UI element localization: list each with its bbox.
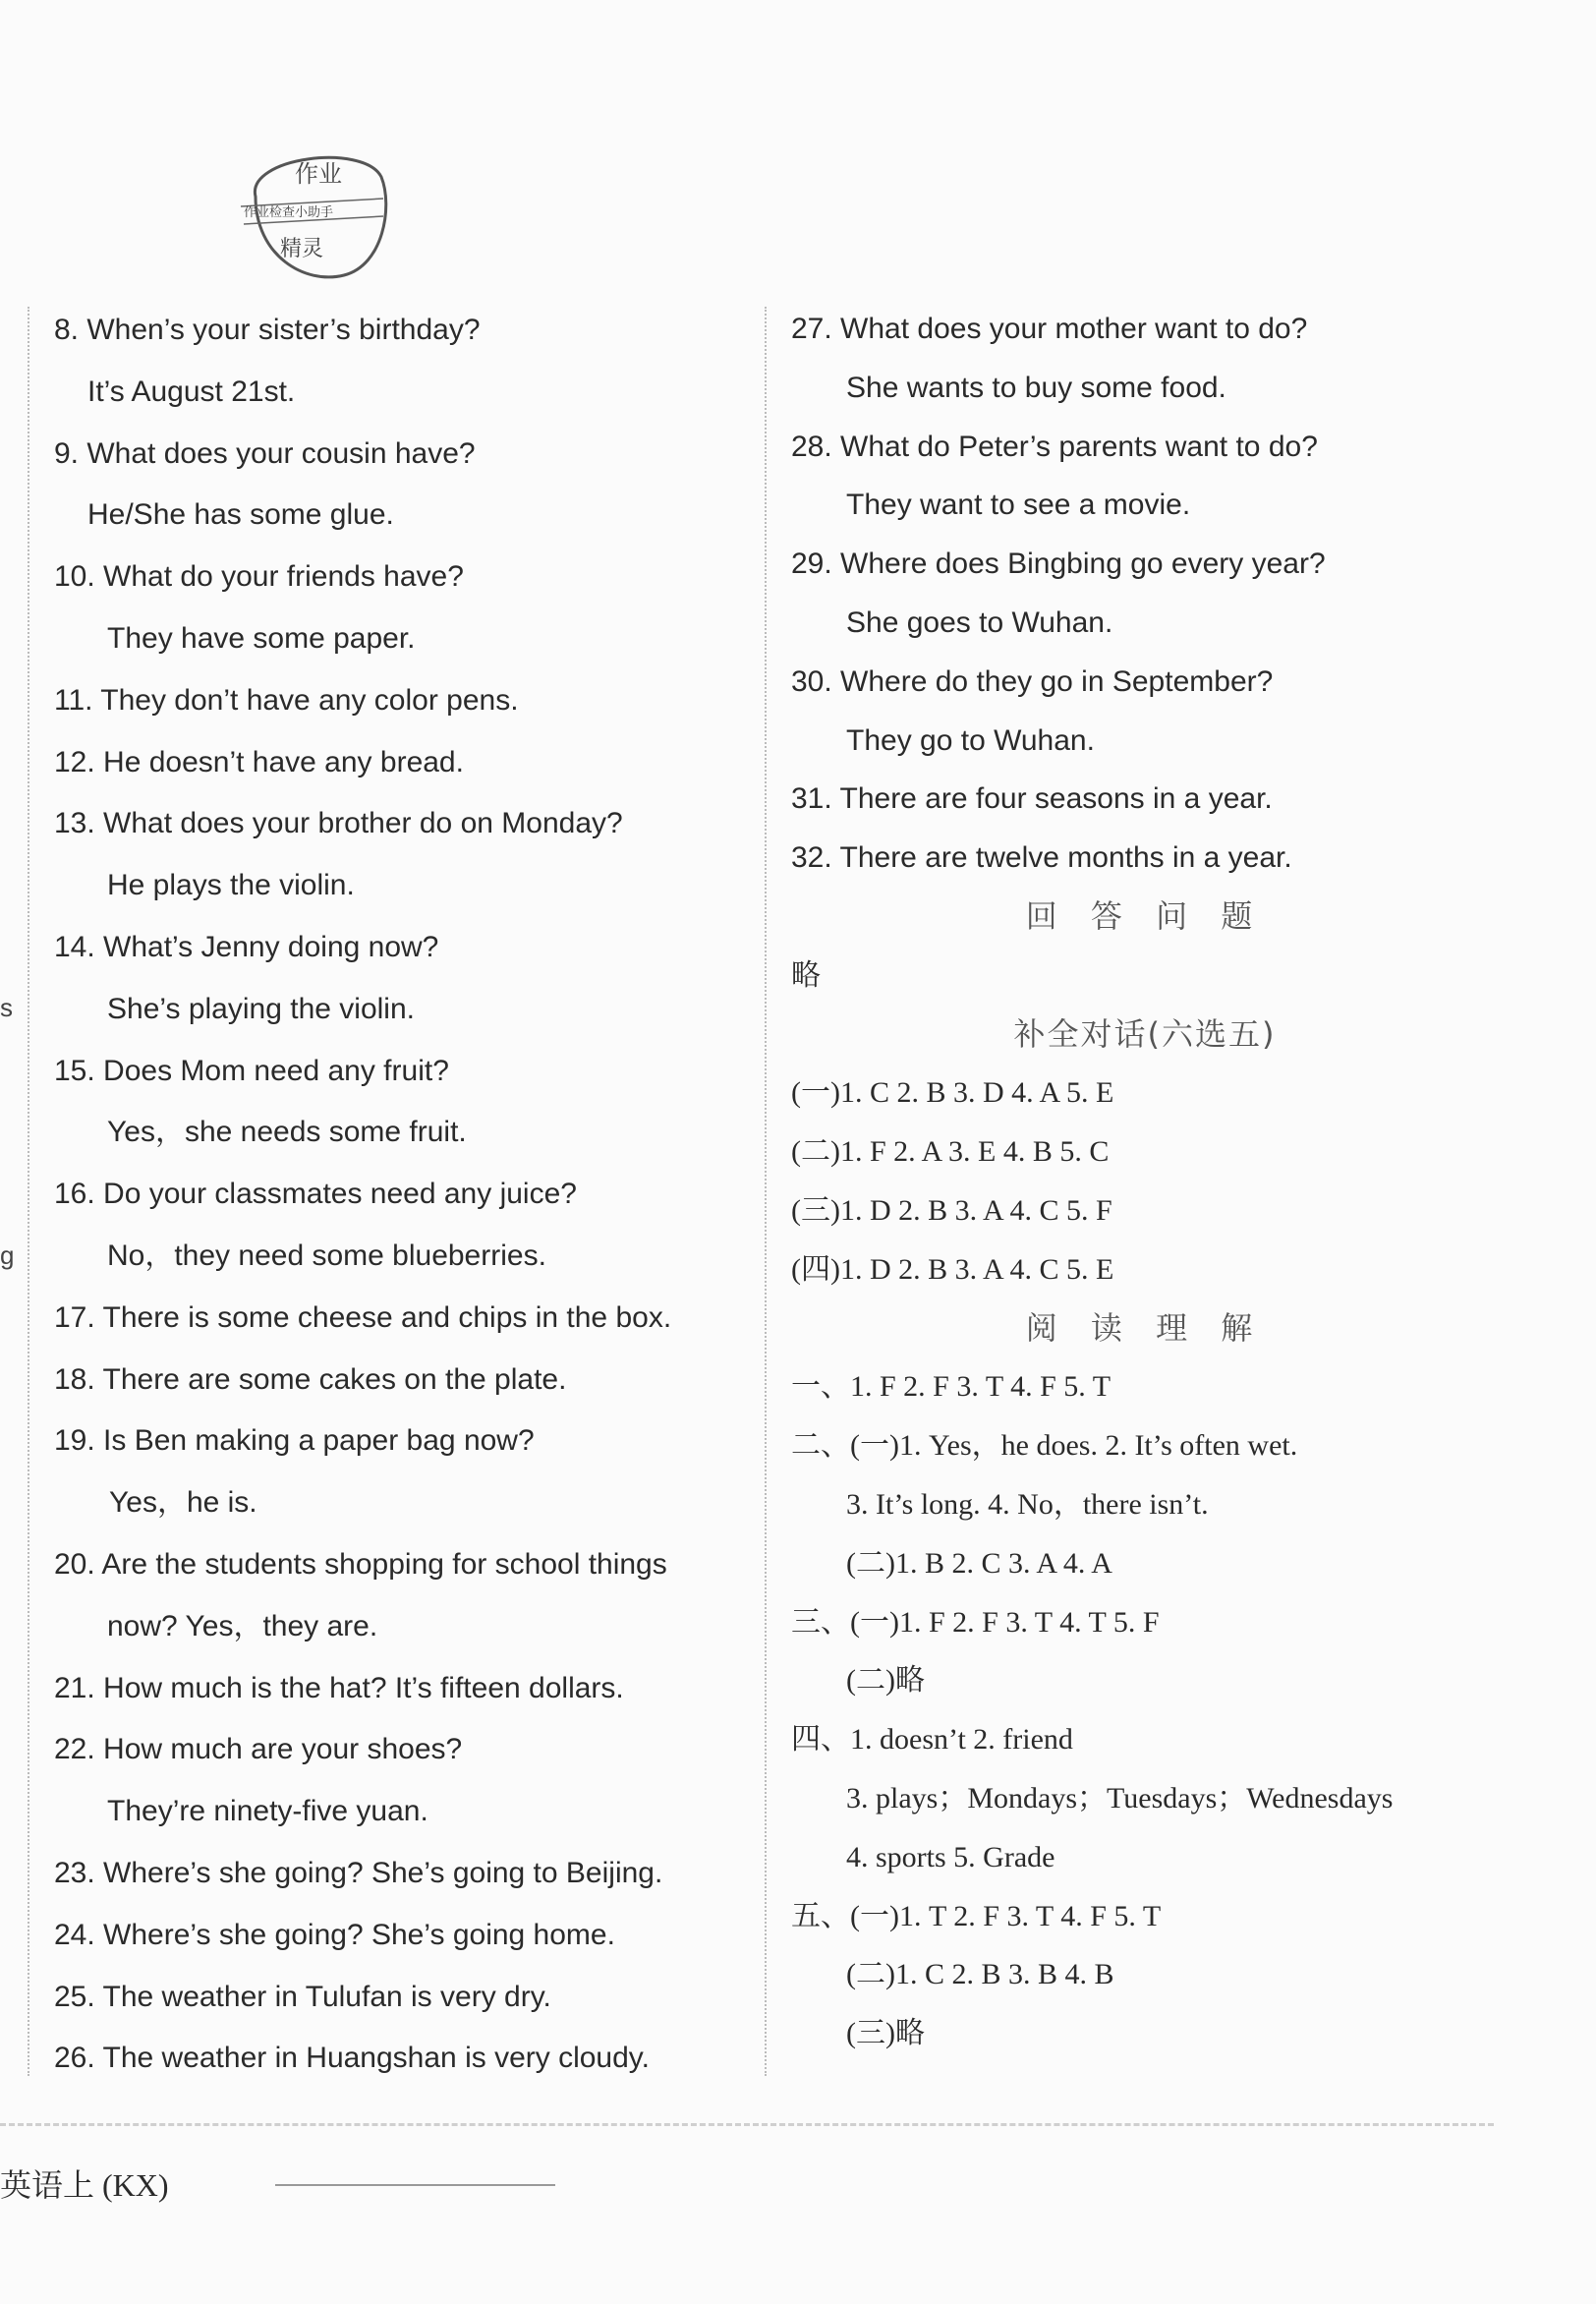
answer-line: 3. plays；Mondays；Tuesdays；Wednesdays <box>846 1781 1394 1814</box>
dialogue-answer-row: (四)1. D 2. B 3. A 4. C 5. E <box>791 1252 1114 1286</box>
answer-line: 32. There are twelve months in a year. <box>791 841 1292 875</box>
answer-line: 三、(一)1. F 2. F 3. T 4. T 5. F <box>791 1605 1160 1639</box>
answer-line: 18. There are some cakes on the plate. <box>54 1362 567 1396</box>
stamp-middle-text: 作业检查小助手 <box>244 205 334 220</box>
dialogue-answer-list <box>791 1064 1499 1298</box>
answer-line: 15. Does Mom need any fruit? <box>54 1054 449 1087</box>
dialogue-answer-row: (二)1. F 2. A 3. E 4. B 5. C <box>791 1135 1110 1169</box>
stamp-bottom-text: 精灵 <box>280 237 324 261</box>
edge-fragment-1: s <box>0 993 13 1022</box>
answer-line: 13. What does your brother do on Monday? <box>54 807 623 840</box>
answer-line: They want to see a movie. <box>846 489 1191 522</box>
answer-line: (三)略 <box>846 2017 925 2050</box>
left-answer-column <box>54 300 752 2090</box>
answer-questions-body: 略 <box>791 957 821 993</box>
reading-answer-list <box>791 1357 1499 2063</box>
column-divider <box>765 307 767 2076</box>
answer-line: 20. Are the students shopping for school things <box>54 1547 667 1581</box>
answer-line: 23. Where’s she going? She’s going to Beijing. <box>54 1856 663 1889</box>
answer-line: 14. What’s Jenny doing now? <box>54 930 439 963</box>
answer-line: Yes，he is. <box>109 1486 257 1520</box>
answer-line: (二)1. B 2. C 3. A 4. A <box>846 1546 1112 1580</box>
answer-line: now? Yes，they are. <box>107 1609 378 1642</box>
answer-line: 9. What does your cousin have? <box>54 436 476 470</box>
answer-line: 四、1. doesn’t 2. friend <box>791 1723 1073 1757</box>
answer-line: No，they need some blueberries. <box>107 1238 546 1272</box>
answer-line: 30. Where do they go in September? <box>791 664 1274 698</box>
answer-line: 19. Is Ben making a paper bag now? <box>54 1424 535 1458</box>
answer-line: (二)略 <box>846 1664 925 1698</box>
answer-line: 24. Where’s she going? She’s going home. <box>54 1918 615 1951</box>
footer-divider <box>0 2123 1494 2126</box>
section-heading-dialogue: 补全对话(六选五) <box>1013 1014 1277 1053</box>
dialogue-answer-row: (三)1. D 2. B 3. A 4. C 5. F <box>791 1193 1112 1227</box>
answer-line: They’re ninety-five yuan. <box>107 1795 428 1828</box>
answer-line: Yes，she needs some fruit. <box>107 1116 467 1149</box>
answer-line: 16. Do your classmates need any juice? <box>54 1178 577 1211</box>
answer-line: He/She has some glue. <box>87 498 394 532</box>
left-margin-rule <box>28 307 29 2076</box>
section-heading-reading: 阅 读 理 解 <box>1025 1308 1265 1347</box>
stamp-graphic <box>236 138 393 285</box>
answer-line: It’s August 21st. <box>87 374 296 408</box>
right-answer-column <box>791 300 1499 2063</box>
homework-helper-stamp <box>236 138 393 285</box>
answer-line: She goes to Wuhan. <box>846 605 1113 639</box>
footer-underline <box>275 2184 555 2186</box>
footer-book-label: 英语上 (KX) <box>0 2167 169 2203</box>
answer-line: They go to Wuhan. <box>846 723 1095 757</box>
answer-line: 27. What does your mother want to do? <box>791 313 1308 345</box>
answer-line: They have some paper. <box>107 621 416 655</box>
answer-line: 26. The weather in Huangshan is very cloudy. <box>54 2042 650 2075</box>
answer-line: 22. How much are your shoes? <box>54 1733 463 1766</box>
answer-line: 29. Where does Bingbing go every year? <box>791 547 1326 581</box>
answer-line: 一、1. F 2. F 3. T 4. F 5. T <box>791 1370 1112 1404</box>
answer-line: 31. There are four seasons in a year. <box>791 782 1273 816</box>
answer-line: He plays the violin. <box>107 869 355 902</box>
answer-line: 17. There is some cheese and chips in the box. <box>54 1300 672 1334</box>
answer-line: (二)1. C 2. B 3. B 4. B <box>846 1958 1114 1991</box>
answer-line: She’s playing the violin. <box>107 992 415 1025</box>
answer-line: 25. The weather in Tulufan is very dry. <box>54 1980 551 2013</box>
answer-line: 21. How much is the hat? It’s fifteen dollars. <box>54 1671 624 1704</box>
answer-line: 11. They don’t have any color pens. <box>54 683 519 717</box>
answer-line: 12. He doesn’t have any bread. <box>54 745 464 778</box>
answer-line: 10. What do your friends have? <box>54 560 464 594</box>
stamp-top-text: 作业 <box>295 160 342 188</box>
answer-line: 二、(一)1. Yes，he does. 2. It’s often wet. <box>791 1429 1298 1463</box>
answer-line: 4. sports 5. Grade <box>846 1840 1055 1873</box>
edge-fragment-2: g <box>0 1240 15 1270</box>
answer-line: 28. What do Peter’s parents want to do? <box>791 430 1318 463</box>
answer-line: She wants to buy some food. <box>846 371 1226 404</box>
section-heading-answer-questions: 回 答 问 题 <box>1025 896 1265 935</box>
answer-line: 8. When’s your sister’s birthday? <box>54 314 481 346</box>
dialogue-answer-row: (一)1. C 2. B 3. D 4. A 5. E <box>791 1076 1114 1110</box>
answer-line: 五、(一)1. T 2. F 3. T 4. F 5. T <box>791 1899 1162 1932</box>
answer-line: 3. It’s long. 4. No，there isn’t. <box>846 1487 1209 1521</box>
qa-list <box>791 300 1499 888</box>
